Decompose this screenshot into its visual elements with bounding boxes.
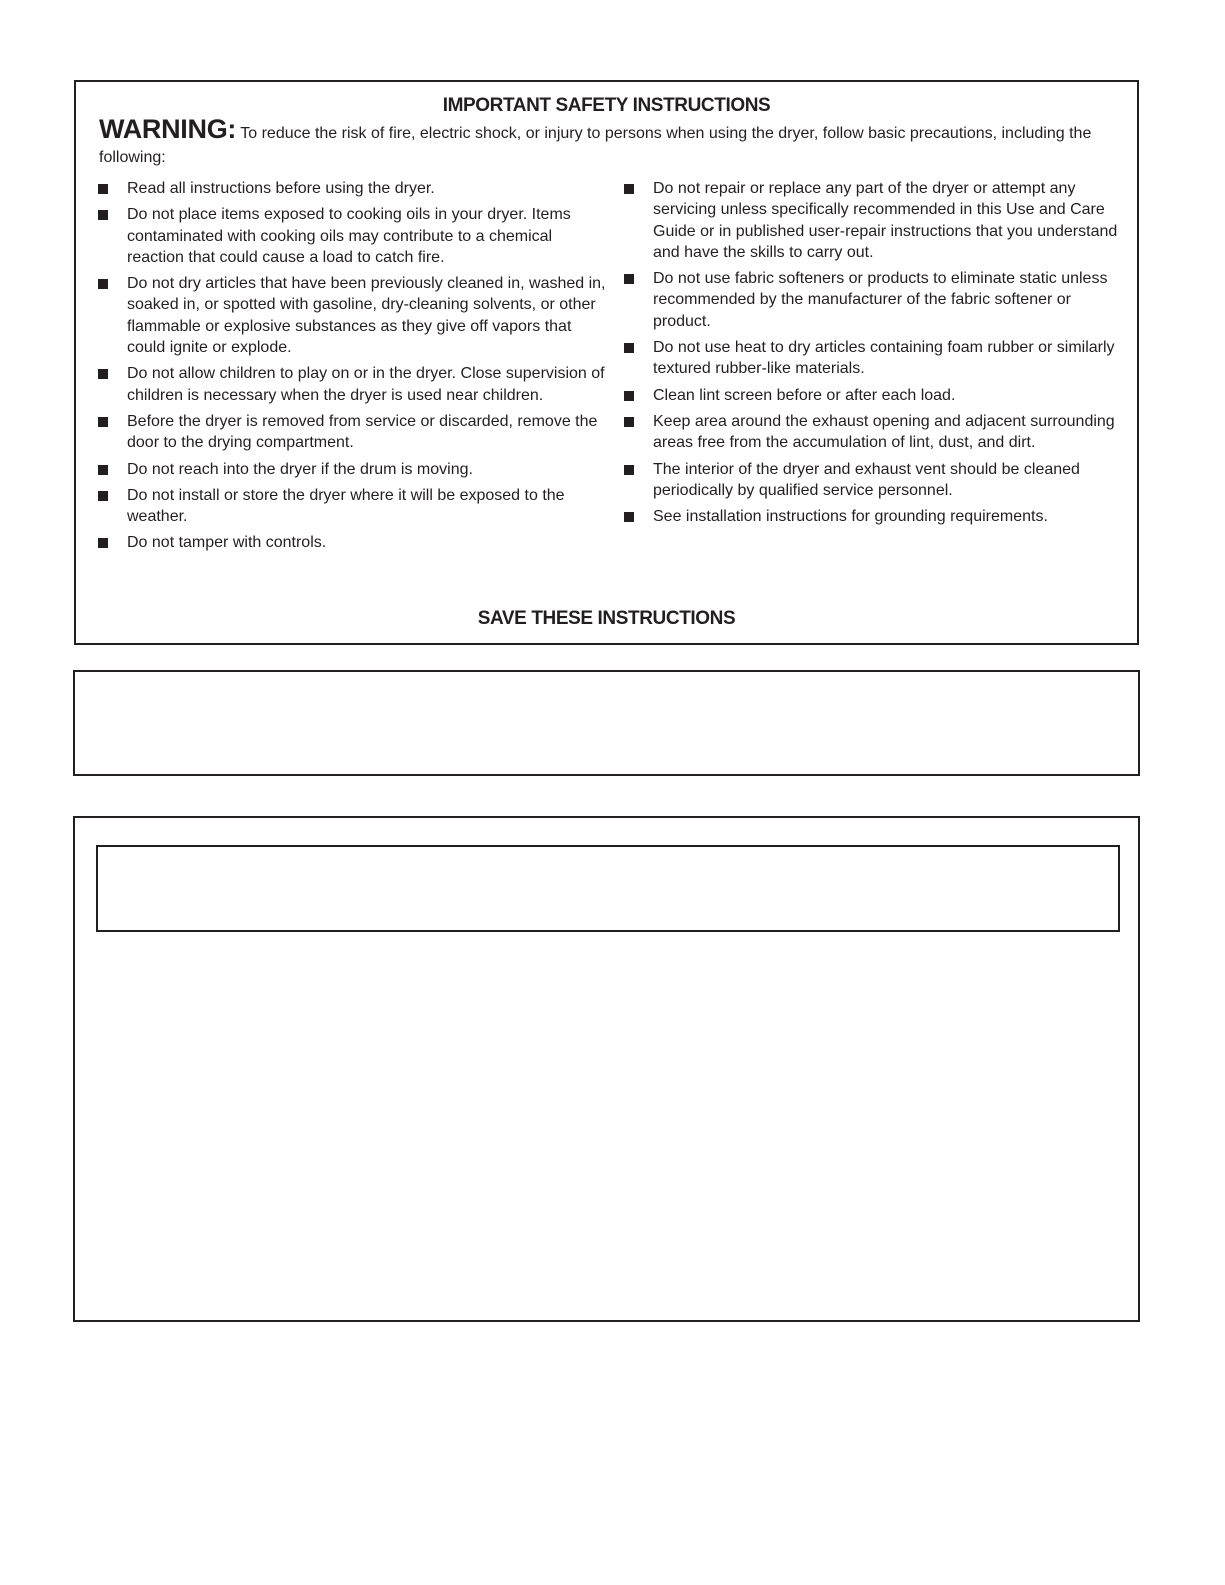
square-bullet-icon [98,538,108,548]
instruction-text: Do not use fabric softeners or products to eliminate static unless recommended by the manufacturer of the fabric softener or product. [653,270,1108,330]
safety-title: IMPORTANT SAFETY INSTRUCTIONS [442,95,771,116]
warning-paragraph [99,114,1124,170]
warning-label: WARNING: [99,114,237,144]
square-bullet-icon [624,343,634,353]
list-item [624,337,1119,380]
list-item [624,385,1119,406]
instruction-text: Do not tamper with controls. [127,534,327,552]
instruction-text: Do not dry articles that have been previously cleaned in, washed in, soaked in, or spotted with gasoline, dry-cleaning solvents, or other flammable or explosive substances as they give off vapors that could ignite or explode. [127,275,606,357]
square-bullet-icon [624,184,634,194]
instruction-text: Do not install or store the dryer where it will be exposed to the weather. [127,486,565,526]
square-bullet-icon [98,465,108,475]
list-item [98,459,608,480]
instruction-text: See installation instructions for grounding requirements. [653,508,1048,526]
warning-text: To reduce the risk of fire, electric shock, or injury to persons when using the dryer, follow basic precautions, including the following: [99,125,1092,166]
list-item [98,363,608,406]
square-bullet-icon [624,417,634,427]
empty-inner-box [96,845,1120,932]
instruction-text: The interior of the dryer and exhaust vent should be cleaned periodically by qualified service personnel. [653,460,1080,499]
list-item [98,532,608,553]
empty-notice-box [73,670,1140,776]
list-item [624,459,1119,502]
list-item [98,204,608,268]
instruction-text: Before the dryer is removed from service or discarded, remove the door to the drying compartment. [127,412,598,452]
list-item [98,411,608,454]
square-bullet-icon [98,184,108,194]
square-bullet-icon [624,512,634,522]
instruction-text: Do not reach into the dryer if the drum is moving. [127,460,473,478]
list-item [98,178,608,199]
list-item [624,506,1119,527]
square-bullet-icon [98,279,108,289]
instruction-text: Do not place items exposed to cooking oils in your dryer. Items contaminated with cooking oils may contribute to a chemical reaction that could cause a load to catch fire. [127,206,571,266]
list-item [98,273,608,358]
instruction-text: Do not use heat to dry articles containing foam rubber or similarly textured rubber-like materials. [653,339,1115,378]
list-item [624,268,1119,332]
empty-content-box [73,816,1140,1322]
list-item [98,485,608,528]
instruction-text: Read all instructions before using the dryer. [127,180,435,197]
safety-instructions-box [74,80,1139,645]
instruction-text: Clean lint screen before or after each load. [653,386,956,404]
instruction-text: Do not repair or replace any part of the dryer or attempt any servicing unless specifically recommended in this Use and Care Guide or in published user-repair instructions that you understand and have the skills to carry out. [653,180,1118,261]
square-bullet-icon [624,274,634,284]
square-bullet-icon [98,210,108,220]
square-bullet-icon [624,465,634,475]
right-instructions-list [624,178,1119,532]
instruction-text: Keep area around the exhaust opening and adjacent surrounding areas free from the accumulation of lint, dust, and dirt. [653,412,1115,452]
save-instructions-heading: SAVE THESE INSTRUCTIONS [477,608,736,629]
list-item [624,178,1119,263]
square-bullet-icon [98,369,108,379]
instruction-text: Do not allow children to play on or in the dryer. Close supervision of children is necessary when the dryer is used near children. [127,365,605,404]
square-bullet-icon [98,417,108,427]
left-instructions-list [98,178,608,559]
list-item [624,411,1119,454]
square-bullet-icon [98,491,108,501]
square-bullet-icon [624,391,634,401]
